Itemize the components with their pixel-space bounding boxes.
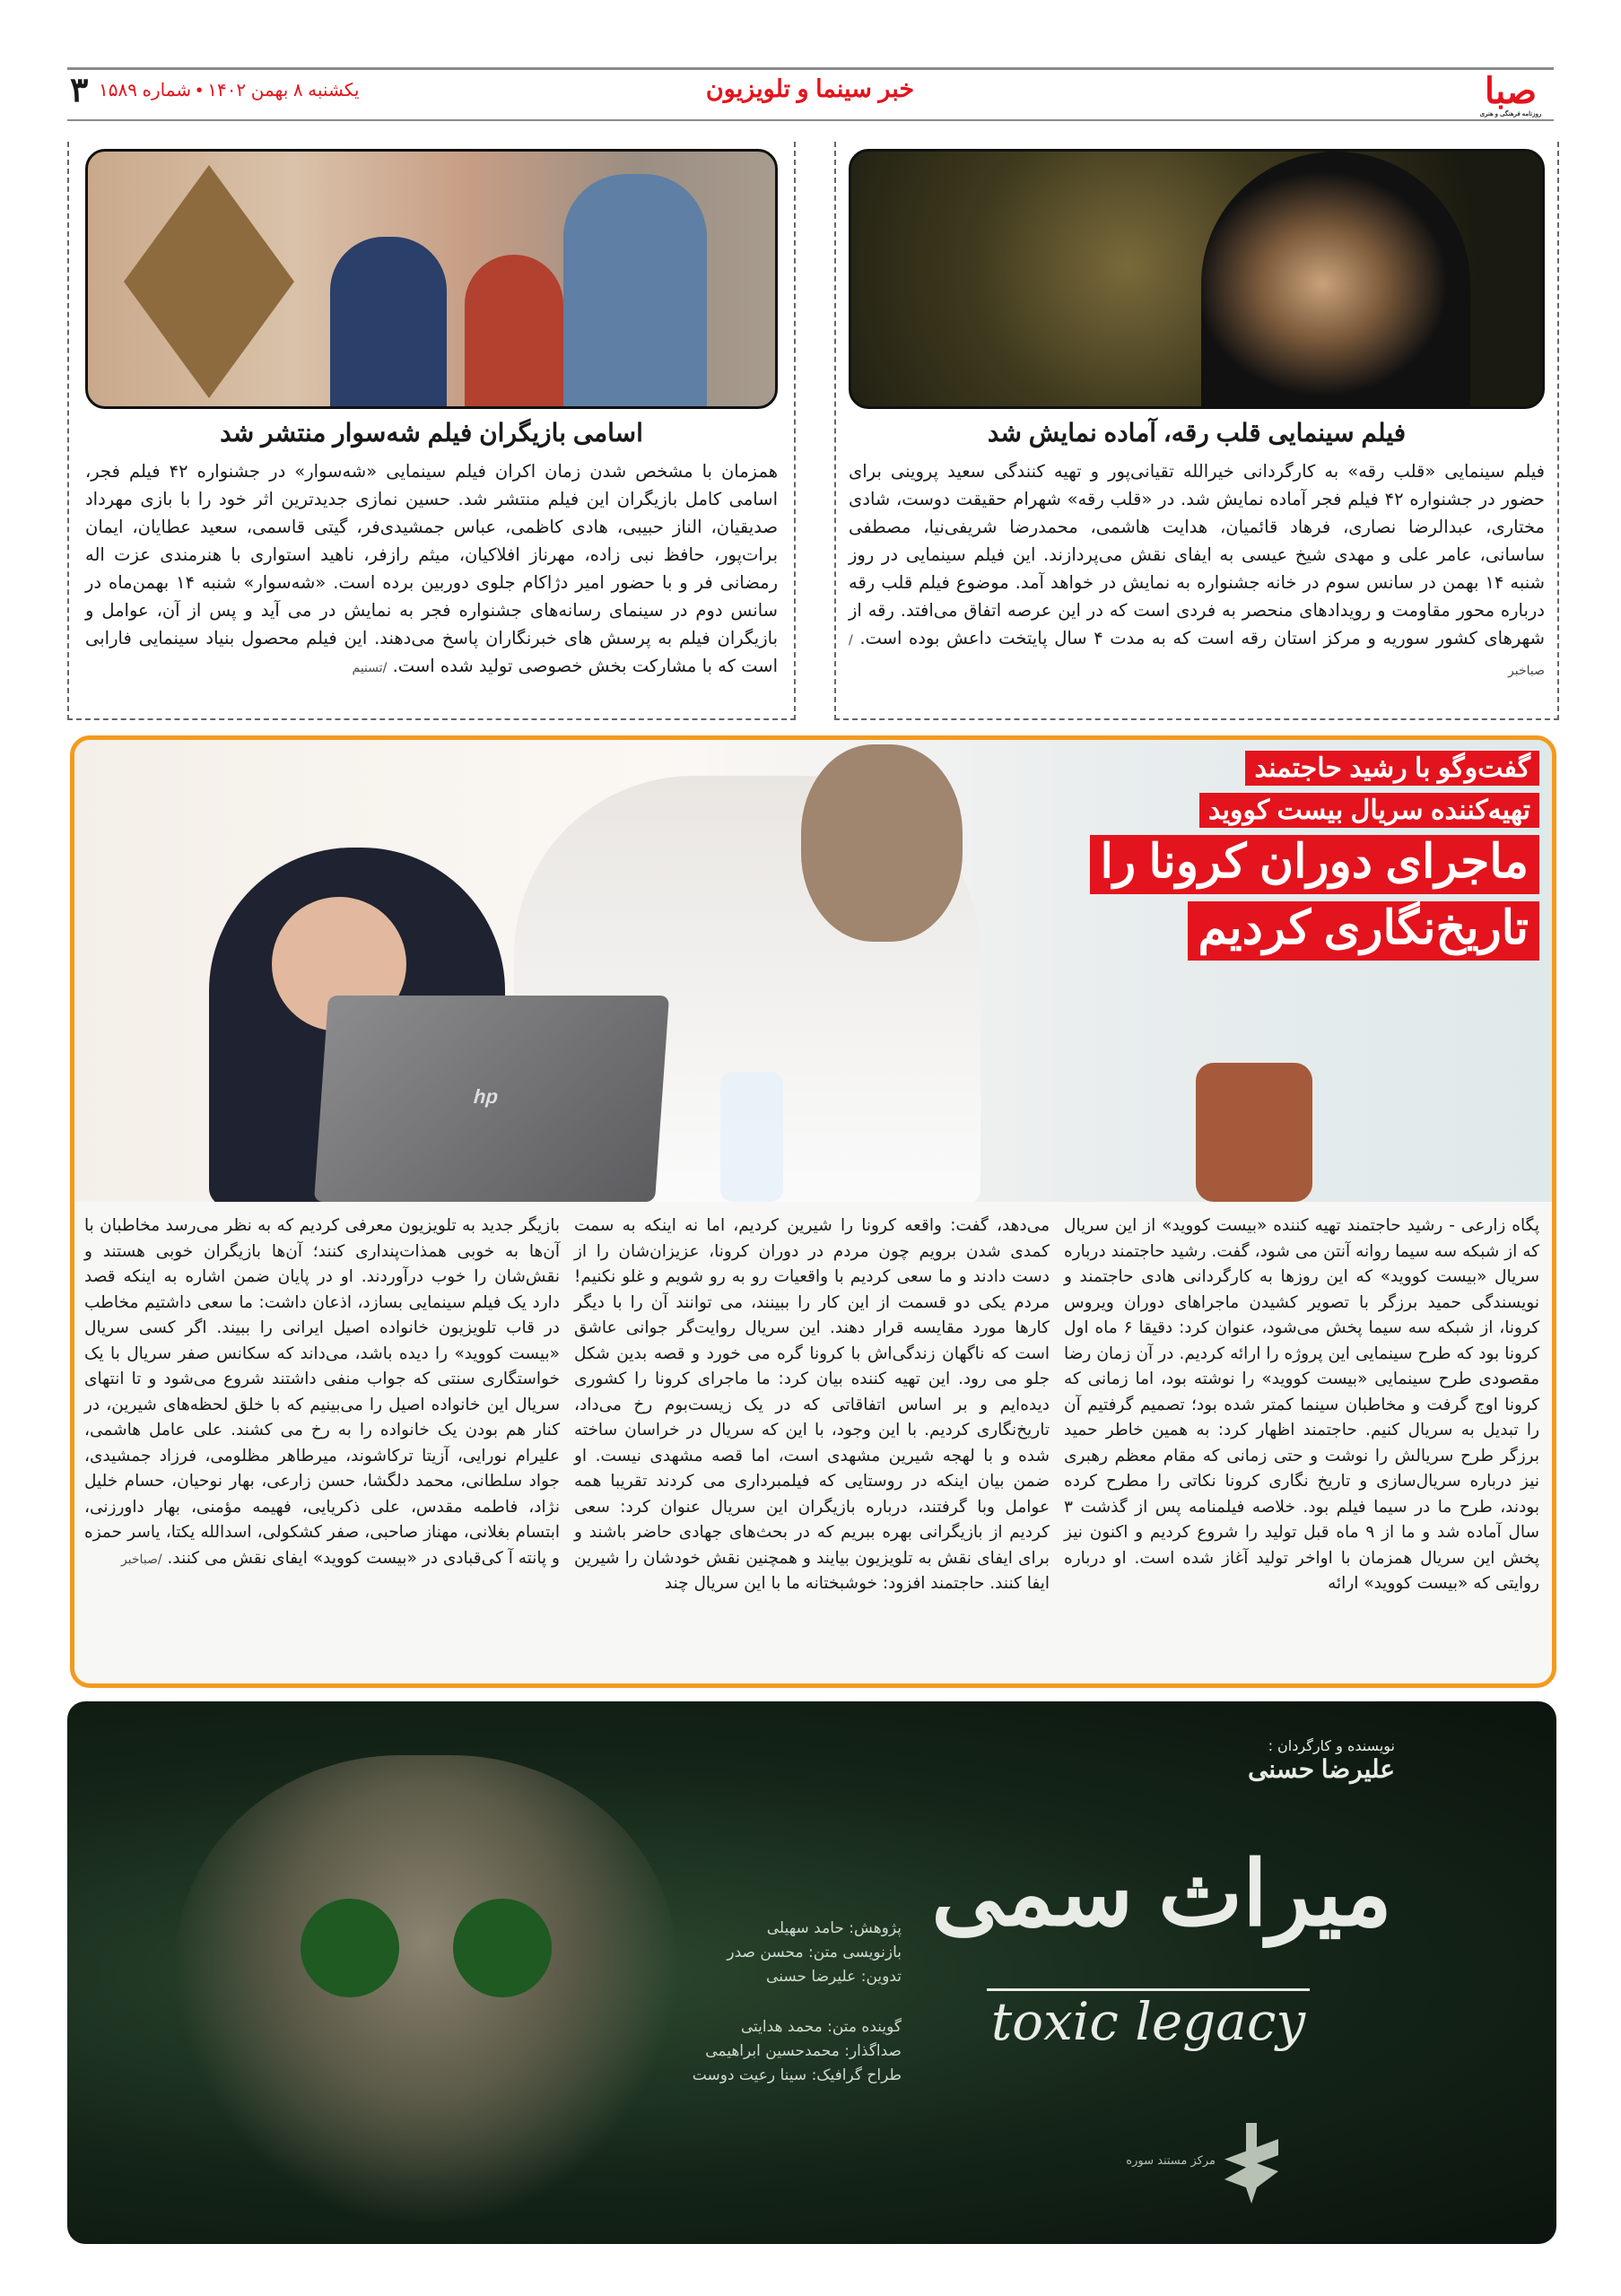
article-photo bbox=[849, 149, 1545, 409]
newspaper-logo: صبا روزنامه فرهنگی و هنری bbox=[1479, 72, 1542, 117]
interview-column-3: بازیگر جدید به تلویزیون معرفی کردیم که به نظر می‌رسد مخاطبان با آن‌ها به خوبی همذات‌پنداری کنند؛ آن‌ها بازیگران خوبی هستند و نقش‌شان را خوب درآوردند. او در پایان ضمن اشاره به اینکه قصد دارد یک فیلم سینمایی بسازد، اذعان داشت: ما سعی داشتیم مخاطب در قاب تلویزیون خانواده اصیل ایرانی را ببیند. اگر کسی سریال «بیست کووید» را دیده باشد، می‌داند که سکانس صفر سریال با یک خواستگاری سنتی که جواب منفی داشتند شروع می‌شود و تا انتهای سریال این خانواده اصیل را می‌بینیم که با خلق لحظه‌های شیرین، در کنار هم بودن یک خانواده را به رخ می کشند. علی عامل هاشمی، علیرام نورایی، آزیتا ترکاشوند، میرطاهر مظلومی، فرزاد جمشیدی، جواد سلطانی، محمد دلگشا، حسن زارعی، بهار نوحیان، حسام خلیل نژاد، فاطمه مقدس، علی ذکریایی، فهیمه مؤمنی، بهار داورزنی، ابتسام بغلانی، مهناز صاحبی، صفر کشکولی، اسدالله یکتا، یاسر حمزه و پانته آ کی‌قبادی در «بیست کووید» ایفای نقش می کنند. /صباخبر bbox=[84, 1216, 560, 1568]
studio-name: مرکز مستند سوره bbox=[1126, 2154, 1216, 2168]
eye-trees bbox=[301, 1899, 399, 1997]
eye-trees bbox=[453, 1899, 552, 1997]
poster-title-fa: میراث سمی bbox=[931, 1844, 1392, 1944]
actor-figure bbox=[465, 255, 563, 409]
interview-column-1: پگاه زارعی - رشید حاجتمند تهیه کننده «بیست کووید» از این سریال که از شبکه سه سیما روانه آنتن می شود، گفت. رشید حاجتمند درباره سریال «بیست کووید» که این روزها به کارگردانی هادی حاجتمند و نویسندگی حمید برزگر با تصویر کشیدن ماجراهای دوران ویروس کرونا، از شبکه سه سیما پخش می‌شود، عنوان کرد: دقیقا ۶ ماه اول کرونا بود که طرح سینمایی این پروژه را ارائه کردیم. در آن زمان رضا مقصودی طرح سینمایی «بیست کووید» را نوشته بود، اما زمانی که کرونا اوج گرفت و مخاطبان سینما کمتر شده بود؛ تصمیم گرفتیم آن را تبدیل به سریال کنیم. حاجتمند اظهار کرد: به همین خاطر حمید برزگر طرح سریالش را نوشت و حتی زمانی که مقام معظم رهبری نیز درباره سریال‌سازی و تاریخ نگاری کرونا نکاتی را مطرح کرده بودند، طرح ما در سیما فیلم بود. خلاصه فیلمنامه پس از گذشت ۳ سال آماده شد و ما از ۹ ماه قبل تولید را شروع کردیم و اکنون نیز پخش این سریال همزمان با اواخر تولید آغاز شده است. او درباره روایتی که «بیست کووید» ارائه bbox=[1064, 1216, 1540, 1593]
director-credit: نویسنده و کارگردان : علیرضا حسنی bbox=[1247, 1737, 1395, 1783]
headline-block bbox=[1001, 751, 1539, 968]
header-top-rule bbox=[67, 67, 1554, 70]
interview-photo bbox=[74, 740, 1552, 1202]
page-number: ۳ bbox=[70, 72, 89, 109]
poster-title-en: toxic legacy bbox=[987, 1988, 1310, 2052]
decorative-panel bbox=[124, 165, 294, 398]
skull-field-artwork bbox=[175, 1755, 677, 2222]
face bbox=[801, 744, 963, 942]
interview-feature bbox=[70, 735, 1556, 1688]
credits-research: پژوهش: حامد سهیلی بازنویسی متن: محسن صدر تدوین: علیرضا حسنی bbox=[727, 1919, 902, 1986]
credits-production: گوینده متن: محمد هدایتی صداگذار: محمدحسین ابراهیمی طراح گرافیک: سینا رعیت دوست bbox=[692, 2018, 902, 2084]
article-qalb-raqqa bbox=[834, 142, 1559, 720]
header-bottom-rule bbox=[67, 119, 1554, 121]
chair bbox=[1196, 1063, 1312, 1202]
dateline: یکشنبه ۸ بهمن ۱۴۰۲ • شماره ۱۵۸۹ bbox=[99, 81, 360, 100]
actor-figure bbox=[563, 174, 707, 409]
hp-logo-icon: hp bbox=[473, 1085, 499, 1108]
actor-figure bbox=[330, 237, 447, 409]
headline: تاریخ‌نگاری کردیم bbox=[1188, 901, 1539, 961]
article-photo bbox=[85, 149, 778, 409]
kicker: تهیه‌کننده سریال بیست کووید bbox=[1199, 793, 1539, 828]
article-body: همزمان با مشخص شدن زمان اکران فیلم سینمایی «شه‌سوار» در جشنواره ۴۲ فیلم فجر، اسامی کامل بازیگران این فیلم منتشر شد. حسین نمازی جدیدترین اثر خود را با بازی مهرداد صدیقیان، الناز حبیبی، هادی کاظمی، عباس جمشیدی‌فر، گیتی قاسمی، سعید عطایان، ایمان برات‌پور، حافظ نبی زاده، مهرناز افلاکیان، میثم رازفر، ناهید استواری با هنرمندی عزت اله رمضانی فر و با حضور امیر دژاکام جلوی دوربین برده است. «شه‌سوار» شنبه ۱۴ بهمن‌ماه در سانس دوم در سینمای رسانه‌های جشنواره فجر به نمایش در می آید و پس از آن، عوامل و بازیگران فیلم به پرسش های خبرنگاران پاسخ می‌دهند. این فیلم محصول بنیاد سینمایی فارابی است که با مشارکت بخش خصوصی تولید شده است. /تسنیم bbox=[85, 461, 778, 676]
article-shahsavar bbox=[67, 142, 796, 720]
sanitizer-bottle bbox=[720, 1072, 783, 1202]
article-title: اسامی بازیگران فیلم شه‌سوار منتشر شد bbox=[220, 419, 643, 447]
article-title: فیلم سینمایی قلب رقه، آماده نمایش شد bbox=[987, 419, 1407, 447]
headline: ماجرای دوران کرونا را bbox=[1090, 835, 1539, 894]
laptop bbox=[314, 996, 669, 1202]
studio-logo-icon bbox=[1224, 2123, 1278, 2204]
interview-column-2: می‌دهد، گفت: واقعه کرونا را شیرین کردیم، اما نه اینکه به سمت کمدی شدن برویم چون مردم در دوران کرونا، عزیزان‌شان را از دست دادند و ما سعی کردیم با واقعیات رو به رو شویم و غلو نکنیم! مردم یکی دو قسمت از این کار را ببینند، می توانند آن را با دیگر کارها مورد مقایسه قرار دهند. این سریال روایت‌گر جوانی عاشق است که ناگهان زندگی‌اش با کرونا گره می خورد و قصه بدین شکل جلو می رود. این تهیه کننده بیان کرد: ما ماجرای کرونا را کشوری دیده‌ایم و بر اساس اتفاقاتی که در یک زیست‌بوم رخ می‌داد، تاریخ‌نگاری کردیم. با این وجود، با این که سریال در خراسان ساخته شده و با لهجه شیرین مشهدی است، اما قصه مشهدی نیست. او ضمن بیان اینکه در روستایی که فیلمبرداری می کردند تقریبا همه عوامل وبا گرفتند، درباره بازیگران این سریال عنوان کرد: سعی کردیم از بازیگرانی بهره ببریم که در بحث‌های جهادی حاضر باشند و برای ایفای نقش به تلویزیون بیایند و همچنین نقش خودشان را شیرین ایفا کنند. حاجتمند افزود: خوشبختانه ما با این سریال چند bbox=[574, 1216, 1050, 1593]
documentary-poster bbox=[67, 1701, 1556, 2244]
veiled-woman-figure bbox=[1201, 152, 1470, 409]
section-title: خبر سینما و تلویزیون bbox=[705, 75, 915, 102]
article-body: فیلم سینمایی «قلب رقه» به کارگردانی خیرالله تقیانی‌پور و تهیه کنندگی سعید پروینی برای حضور در جشنواره ۴۲ فیلم فجر آماده نمایش شد. در «قلب رقه» شهرام حقیقت دوست، شادی مختاری، عبدالرضا نصاری، فرهاد قائمیان، هدایت هاشمی، محمدرضا شریفی‌نیا، مصطفی ساسانی، عامر علی و مهدی شیخ عیسی به ایفای نقش می‌پردازند. این فیلم سینمایی در روز شنبه ۱۴ بهمن در سانس سوم در خانه جشنواره به نمایش در خواهد آمد. موضوع فیلم قلب رقه درباره محور مقاومت و رویدادهای منحصر به فردی است که در این عرصه اتفاق می‌افتد. رقه از شهرهای کشور سوریه و مرکز استان رقه است که به مدت ۴ سال پایتخت داعش بوده است. /صباخبر bbox=[849, 461, 1545, 678]
kicker: گفت‌وگو با رشید حاجتمند bbox=[1245, 751, 1539, 786]
